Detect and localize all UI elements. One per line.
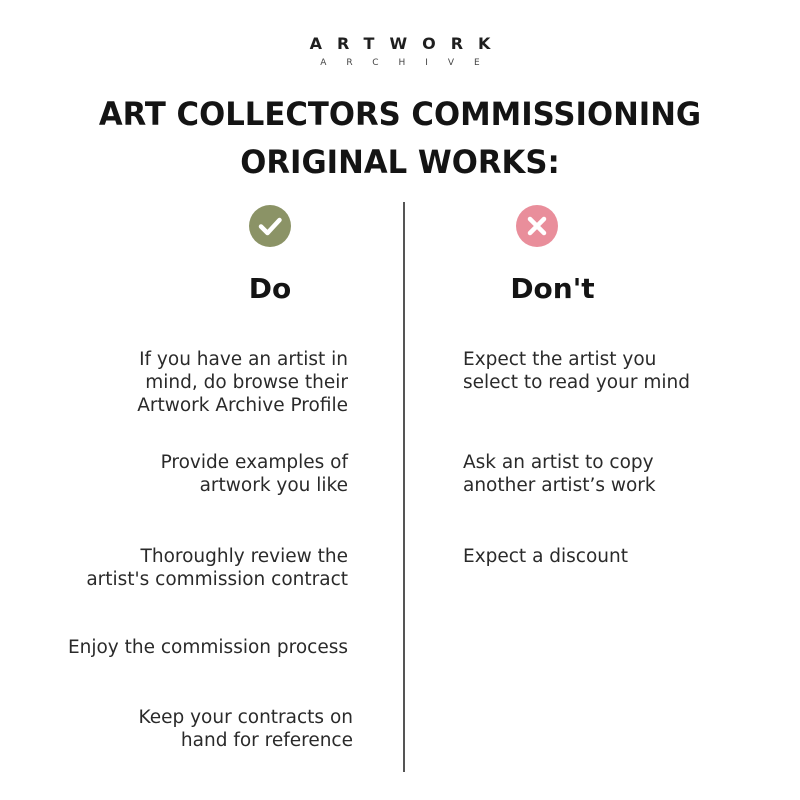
title-line-1: ART COLLECTORS COMMISSIONING xyxy=(98,95,702,133)
logo-wordmark: ARTWORK xyxy=(309,34,506,53)
do-item-keep-contracts: Keep your contracts on hand for reference xyxy=(138,707,353,751)
do-heading: Do xyxy=(248,272,292,305)
x-icon xyxy=(516,205,558,247)
page-title xyxy=(16,90,784,186)
dont-heading: Don't xyxy=(510,272,595,305)
logo-subtitle: ARCHIVE xyxy=(320,58,500,68)
dont-item-copy-work: Ask an artist to copy another artist’s work xyxy=(463,452,656,496)
column-divider xyxy=(403,202,405,772)
title-line-2: ORIGINAL WORKS: xyxy=(240,143,560,181)
do-item-browse-profile: If you have an artist in mind, do browse their Artwork Archive Profile xyxy=(137,349,348,416)
do-item-review-contract: Thoroughly review the artist's commission contract xyxy=(86,546,348,590)
dont-item-read-mind: Expect the artist you select to read your mind xyxy=(463,349,690,393)
check-icon xyxy=(249,205,291,247)
do-item-provide-examples: Provide examples of artwork you like xyxy=(160,452,348,496)
do-item-enjoy-process: Enjoy the commission process xyxy=(67,637,348,658)
dont-item-discount: Expect a discount xyxy=(463,546,629,567)
logo xyxy=(0,34,800,68)
